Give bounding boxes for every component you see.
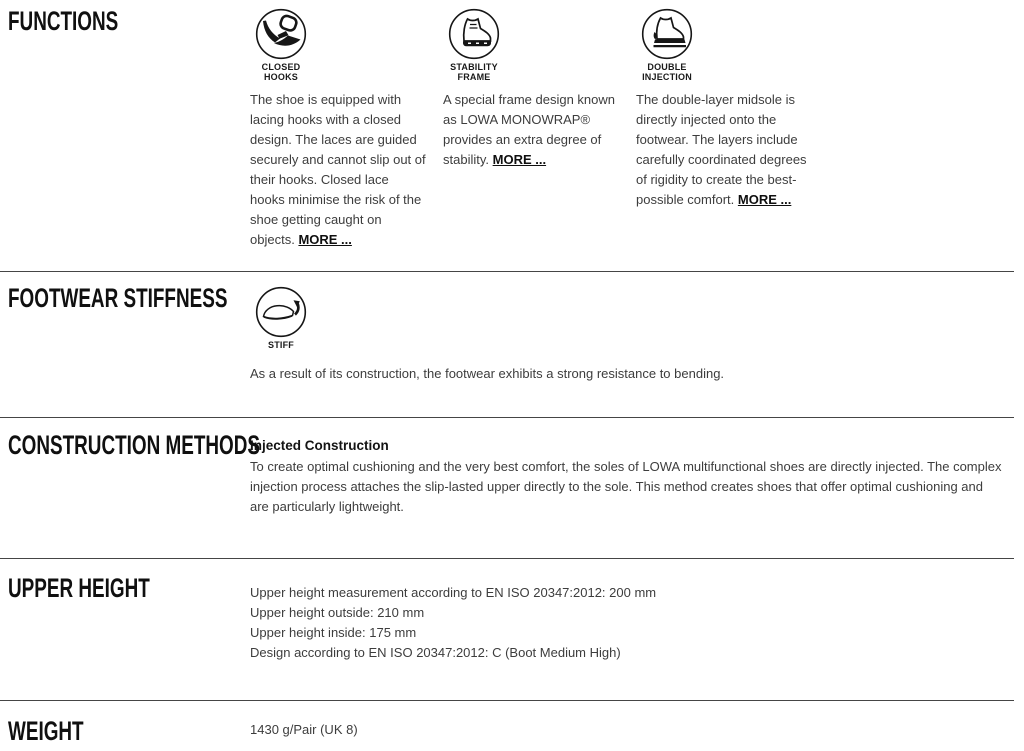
weight-content: [250, 718, 1014, 740]
construction-content: [250, 432, 1014, 517]
closed-hooks-description: The shoe is equipped with lacing hooks with a closed design. The laces are guided securely and cannot slip out of their hooks. Closed lace hooks minimise the risk of the shoe getting caught on objects.: [250, 92, 426, 247]
stability-frame-label-line1: STABILITY: [450, 62, 498, 72]
stability-frame-icon-block: [443, 8, 505, 82]
section-upper-height: [0, 558, 1014, 700]
double-injection-description: The double-layer midsole is directly injected onto the footwear. The layers include carefully coordinated degrees of rigidity to create the best-possible comfort.: [636, 92, 807, 207]
closed-hooks-icon: [255, 8, 307, 60]
double-injection-icon-block: [636, 8, 698, 82]
stiff-icon-block: [250, 286, 312, 350]
function-item-double-injection: [636, 8, 813, 250]
section-label-upper-height: [0, 575, 250, 602]
section-heading-weight: WEIGHT: [8, 716, 84, 746]
functions-grid: [250, 8, 1014, 250]
stiffness-description: As a result of its construction, the footwear exhibits a strong resistance to bending.: [250, 366, 725, 381]
stability-frame-label-line2: FRAME: [457, 72, 491, 82]
upper-height-line: Upper height measurement according to EN ISO 20347:2012: 200 mm: [250, 585, 657, 600]
closed-hooks-more-link[interactable]: MORE ...: [298, 232, 352, 247]
stiff-label: STIFF: [268, 340, 294, 350]
function-item-stability-frame: [443, 8, 620, 250]
double-injection-label-line1: DOUBLE: [647, 62, 687, 72]
section-label-footwear-stiffness: [0, 285, 250, 312]
stiff-icon: [255, 286, 307, 338]
section-label-construction-methods: [0, 430, 260, 460]
stability-frame-description: A special frame design known as LOWA MONOWRAP® provides an extra degree of stability.: [443, 92, 615, 167]
double-injection-label-line2: INJECTION: [642, 72, 692, 82]
stiffness-content: [250, 285, 1014, 384]
stability-frame-icon: [448, 8, 500, 60]
closed-hooks-label-line1: CLOSED: [261, 62, 301, 72]
section-construction-methods: [0, 417, 1014, 558]
stability-frame-more-link[interactable]: MORE ...: [492, 152, 547, 167]
section-heading-functions: FUNCTIONS: [8, 6, 119, 36]
section-weight: [0, 700, 1014, 751]
functions-content: [250, 8, 1014, 250]
upper-height-line: Upper height outside: 210 mm: [250, 605, 425, 620]
upper-height-content: [250, 583, 1014, 663]
double-injection-more-link[interactable]: MORE ...: [737, 192, 792, 207]
section-label-functions: [0, 8, 250, 35]
construction-method-description: To create optimal cushioning and the very best comfort, the soles of LOWA multifunctional shoes are directly injected. The complex injection process attaches the slip-lasted upper directly to the sole. This method creates shoes that offer optimal cushioning and are particularly lightweight.: [250, 459, 1002, 514]
weight-value: 1430 g/Pair (UK 8): [250, 722, 358, 737]
upper-height-line: Design according to EN ISO 20347:2012: C (Boot Medium High): [250, 645, 621, 660]
section-heading-upper-height: UPPER HEIGHT: [8, 573, 150, 603]
construction-method-title: Injected Construction: [250, 438, 389, 453]
section-heading-construction-methods: CONSTRUCTION METHODS: [8, 430, 260, 460]
section-label-weight: [0, 718, 250, 745]
upper-height-line: Upper height inside: 175 mm: [250, 625, 417, 640]
closed-hooks-icon-block: [250, 8, 312, 82]
closed-hooks-label-line2: HOOKS: [263, 72, 298, 82]
section-heading-footwear-stiffness: FOOTWEAR STIFFNESS: [8, 283, 228, 313]
function-item-closed-hooks: [250, 8, 427, 250]
section-functions: [0, 0, 1014, 271]
section-footwear-stiffness: [0, 271, 1014, 417]
double-injection-icon: [641, 8, 693, 60]
